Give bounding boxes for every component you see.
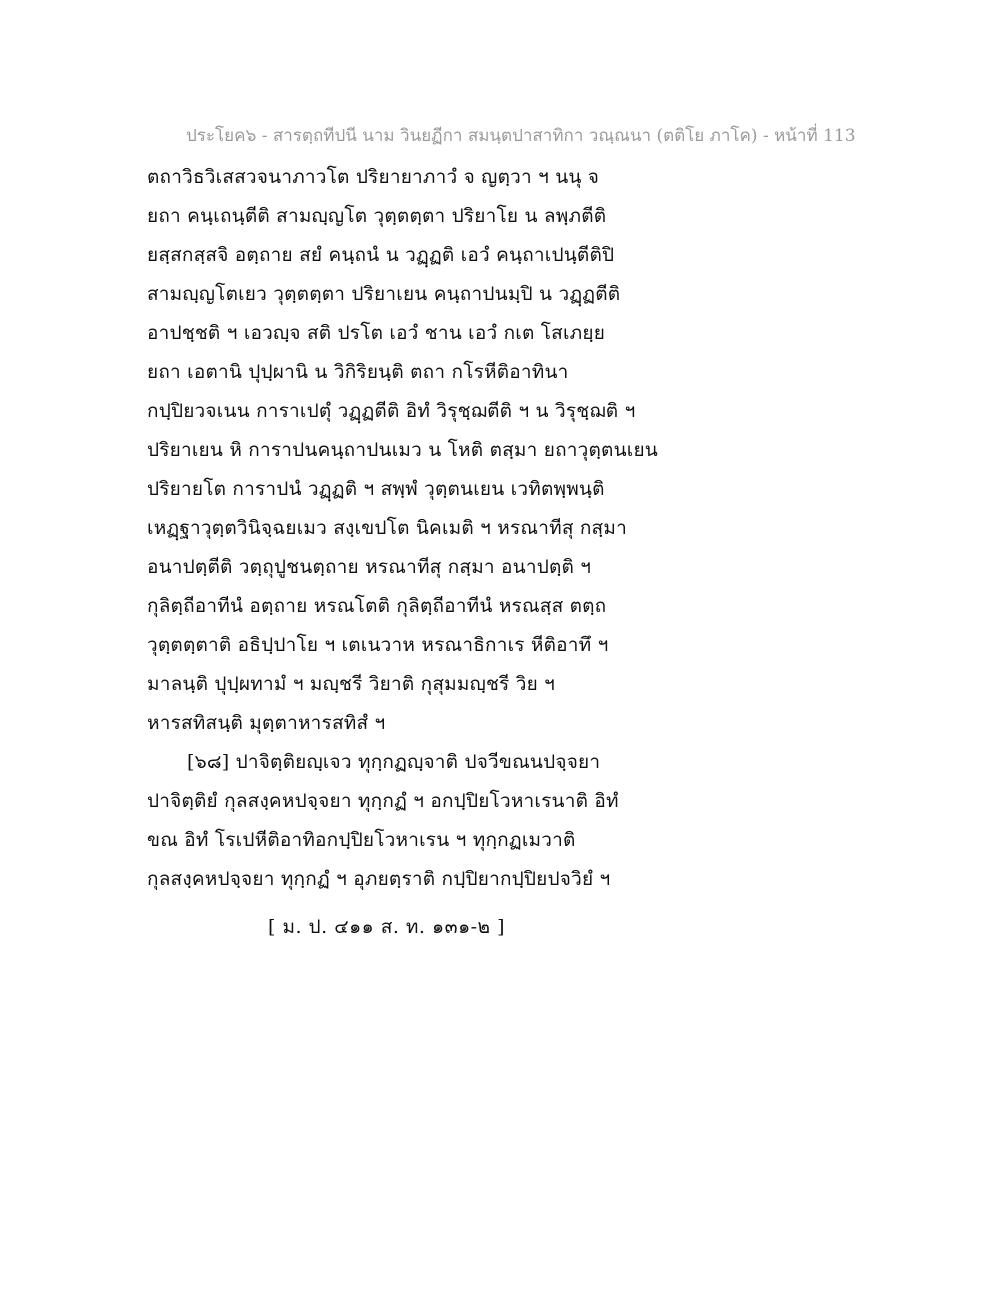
text-line: ตถาวิธวิเสสวจนาภาวโต ปริยายาภาวํ จ ญตฺวา ฯ นนุ จ	[147, 166, 600, 188]
text-line: ขณ อิทํ โรเปหีติอาทิอกปฺปิยโวหาเรน ฯ ทุกฺกฏเมวาติ	[147, 829, 576, 851]
text-line: ยถา เอตานิ ปุปฺผานิ น วิกิริยนฺติ ตถา กโรหีติอาทินา	[147, 361, 569, 383]
text-line: วุตฺตตฺตาติ อธิปฺปาโย ฯ เตเนวาห หรณาธิกาเร หีติอาทึ ฯ	[147, 634, 609, 656]
text-line: เหฏฺฐาวุตฺตวินิจฺฉยเมว สงฺเขปโต นิคเมติ ฯ หรณาทีสุ กสฺมา	[147, 517, 627, 539]
text-line: ยถา คนฺเถนฺตีติ สามญฺญโต วุตฺตตฺตา ปริยาโย น ลพฺภตีติ	[147, 205, 607, 227]
text-line: ยสฺสกสฺสจิ อตฺถาย สยํ คนฺถนํ น วฏฺฏติ เอวํ คนฺถาเปนฺตีติปิ	[147, 244, 615, 266]
text-line: กุลิตฺถีอาทีนํ อตฺถาย หรณโตติ กุลิตฺถีอาทีนํ หรณสฺส ตตฺถ	[147, 595, 607, 617]
text-line: อาปชฺชติ ฯ เอวญฺจ สติ ปรโต เอวํ ชาน เอวํ กเต โสเภยฺย	[147, 322, 606, 344]
paragraph-68-first-line: [๖๘] ปาจิตฺติยญฺเจว ทุกฺกฏญฺจาติ ปจวีขณนปจฺจยา	[187, 751, 601, 773]
text-line: กุลสงฺคหปจฺจยา ทุกฺกฏํ ฯ อุภยตฺราติ กปฺปิยากปฺปิยปจวิยํ ฯ	[147, 868, 611, 890]
text-line: ปริยายโต การาปนํ วฏฺฏติ ฯ สพฺพํ วุตฺตนเยน เวทิตพฺพนฺติ	[147, 478, 605, 500]
text-line: อนาปตฺตีติ วตฺถุปูชนตฺถาย หรณาทีสุ กสฺมา อนาปตฺติ ฯ	[147, 556, 592, 578]
body-text	[147, 158, 747, 899]
text-line: ปาจิตฺติยํ กุลสงฺคหปจฺจยา ทุกฺกฏํ ฯ อกปฺปิยโวหาเรนาติ อิทํ	[147, 790, 619, 812]
text-line: หารสทิสนฺติ มุตฺตาหารสทิสํ ฯ	[147, 712, 386, 734]
text-line: สามญฺญโตเยว วุตฺตตฺตา ปริยาเยน คนฺถาปนมฺปิ น วฏฺฏตีติ	[147, 283, 621, 305]
source-reference: [ ม. ป. ๔๑๑ ส. ท. ๑๓๑-๒ ]	[268, 916, 506, 938]
text-line: มาลนฺติ ปุปฺผทามํ ฯ มญฺชรี วิยาติ กุสุมมญฺชรี วิย ฯ	[147, 673, 556, 695]
text-line: กปฺปิยวจเนน การาเปตุํ วฏฺฏตีติ อิทํ วิรุชฺฌตีติ ฯ น วิรุชฺฌติ ฯ	[147, 400, 636, 422]
text-line: ปริยาเยน หิ การาปนคนฺถาปนเมว น โหติ ตสฺมา ยถาวุตฺตนเยน	[147, 439, 658, 461]
running-header: ประโยค๖ - สารตฺถทีปนี นาม วินยฏีกา สมนฺตปาสาทิกา วณฺณนา (ตติโย ภาโค) - หน้าที่ 113	[186, 126, 856, 146]
